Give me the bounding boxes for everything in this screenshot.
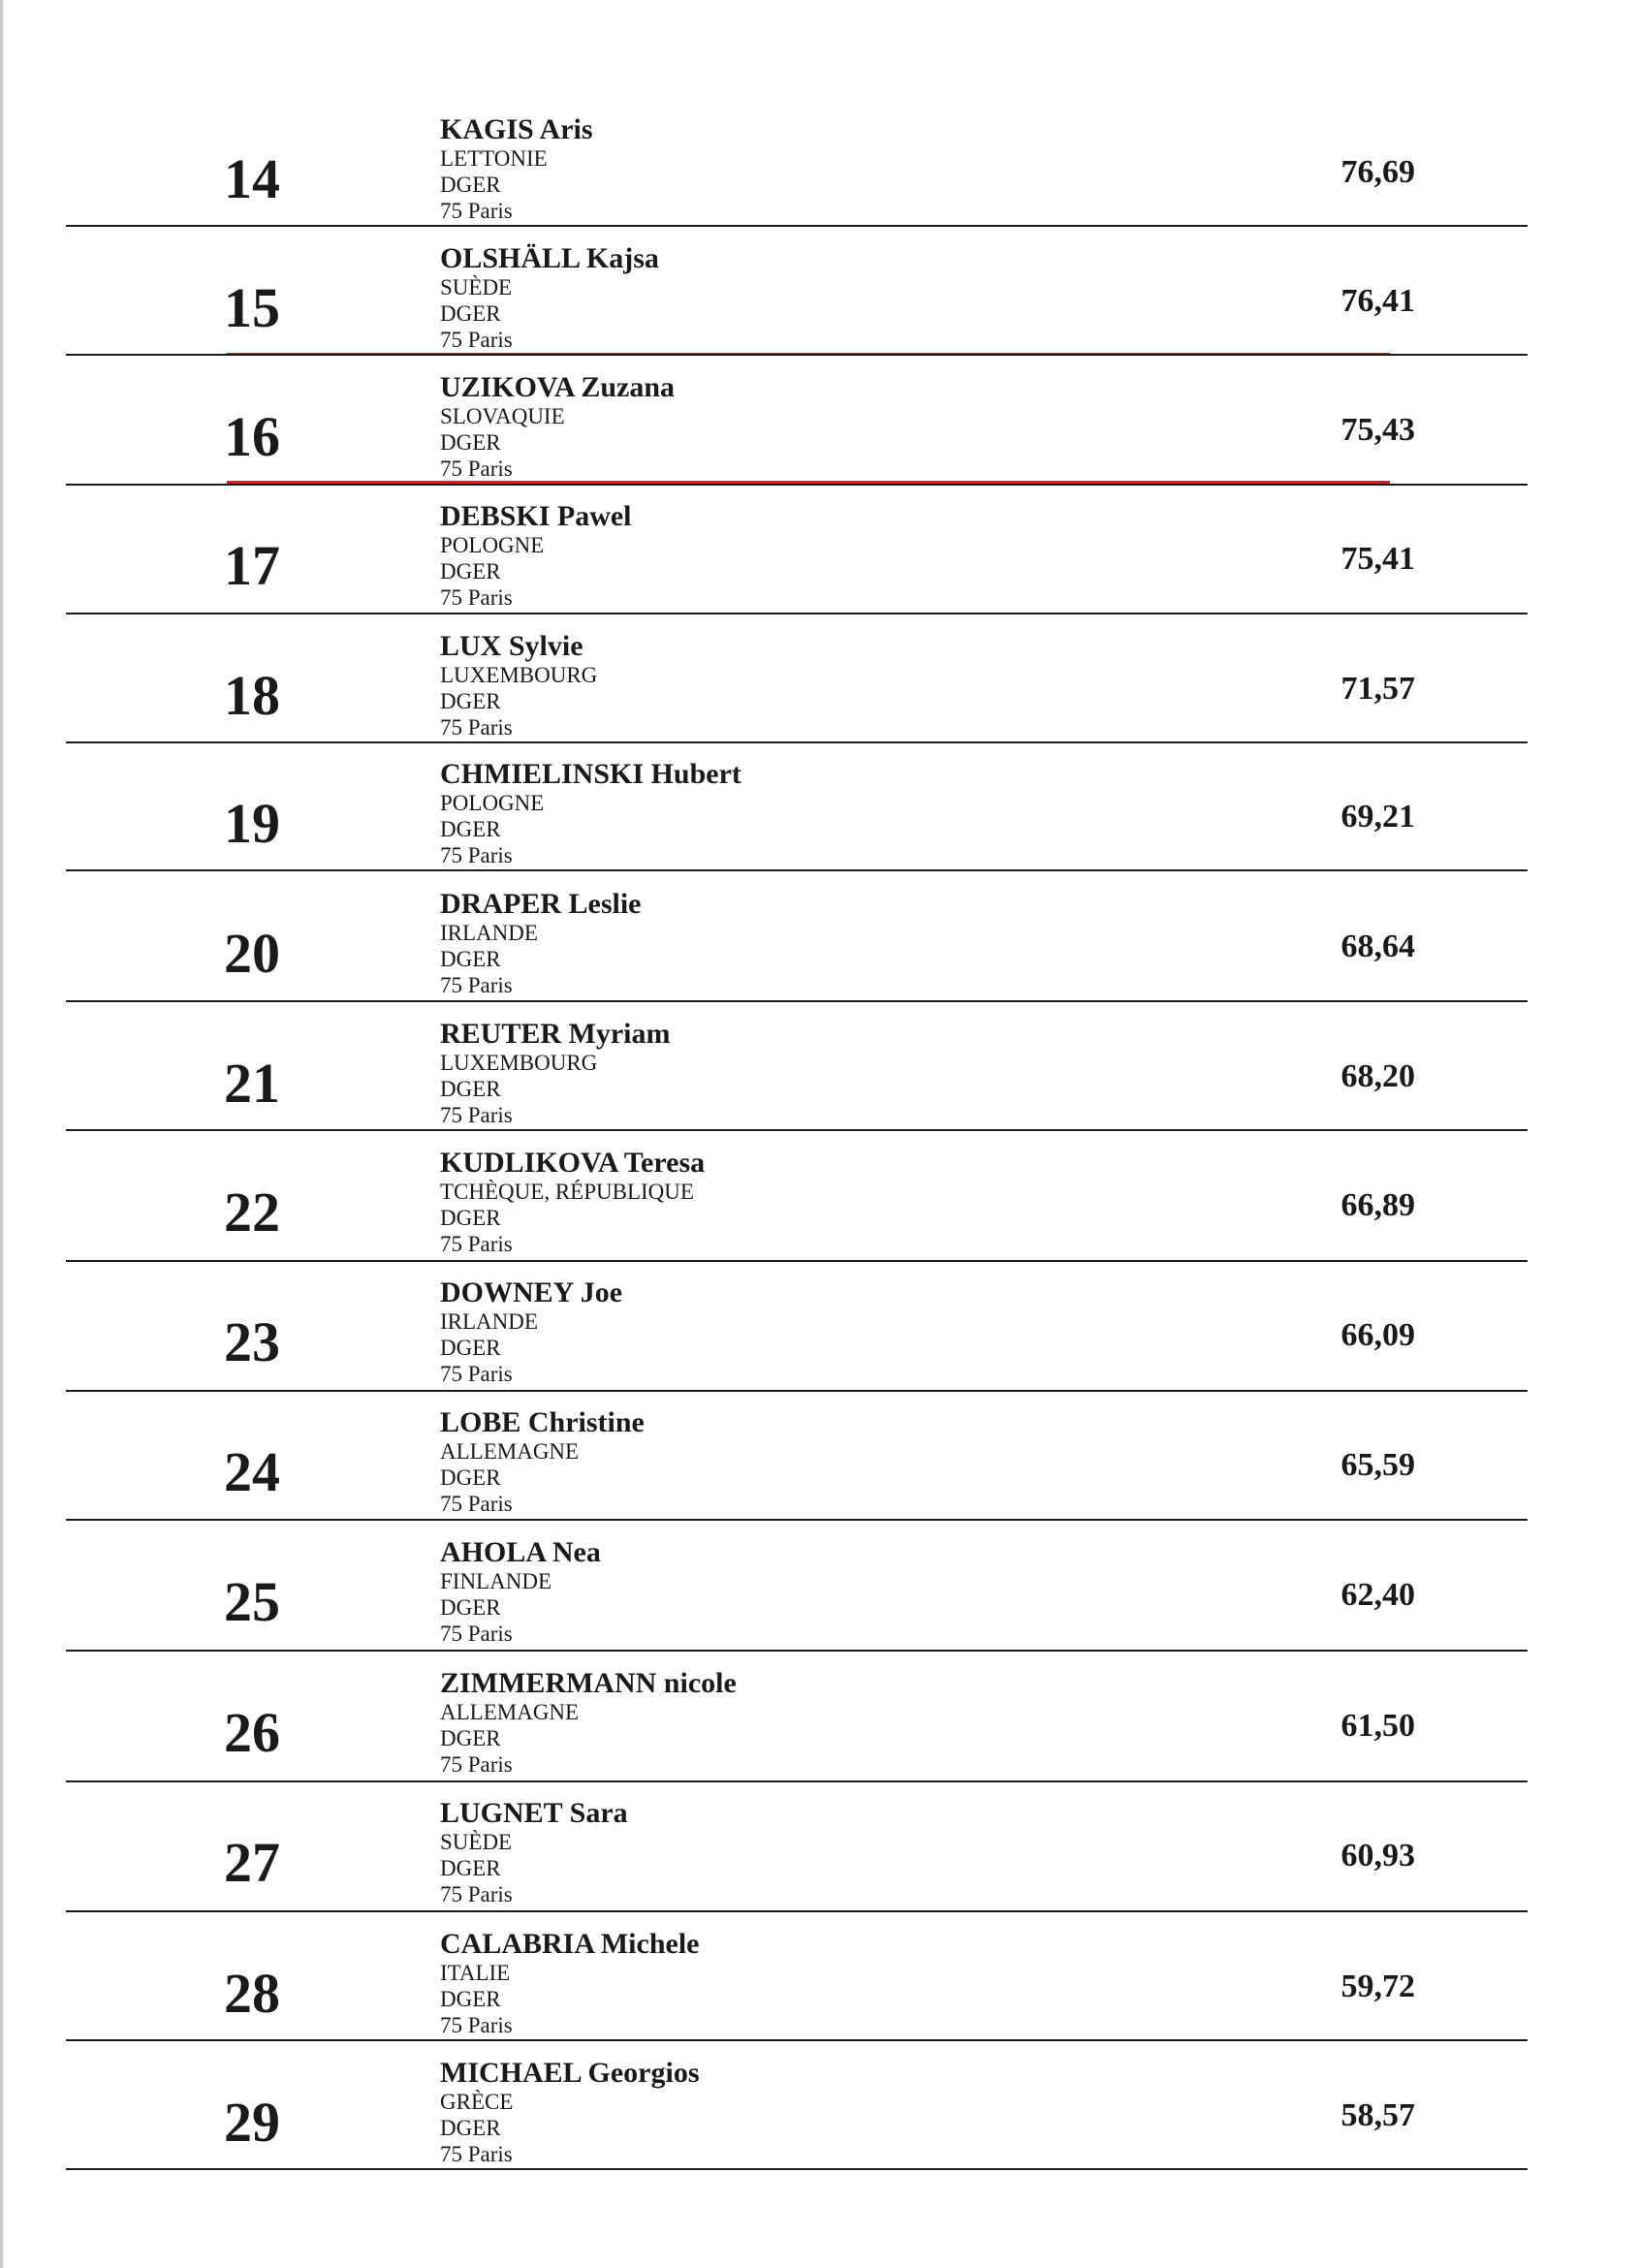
result-row — [0, 501, 1639, 631]
row-divider — [66, 1390, 1528, 1392]
entrant-country: ALLEMAGNE — [440, 1700, 580, 1724]
entrant-city: 75 Paris — [440, 1492, 513, 1516]
entrant-name: DRAPER Leslie — [440, 888, 642, 920]
entrant-block — [440, 372, 1119, 482]
entrant-country: IRLANDE — [440, 921, 538, 945]
score-value: 58,57 — [1340, 2097, 1415, 2133]
rank-number: 17 — [224, 534, 280, 597]
entrant-name: DEBSKI Pawel — [440, 500, 632, 532]
entrant-org: DGER — [440, 947, 501, 971]
entrant-city: 75 Paris — [440, 585, 513, 610]
entrant-city: 75 Paris — [440, 973, 513, 997]
entrant-block — [440, 1407, 1119, 1517]
result-row — [0, 1537, 1639, 1667]
entrant-name: LUGNET Sara — [440, 1797, 628, 1829]
entrant-block — [440, 1148, 1119, 1257]
rank-number: 18 — [224, 664, 280, 727]
entrant-name: ZIMMERMANN nicole — [440, 1667, 737, 1699]
row-divider — [66, 1129, 1528, 1131]
entrant-country: FINLANDE — [440, 1569, 552, 1593]
entrant-name: UZIKOVA Zuzana — [440, 371, 676, 403]
score-value: 65,59 — [1340, 1447, 1415, 1483]
row-divider — [66, 2168, 1528, 2170]
entrant-block — [440, 243, 1119, 353]
score-value: 69,21 — [1340, 799, 1415, 835]
row-divider — [66, 2039, 1528, 2041]
score-value: 71,57 — [1340, 671, 1415, 707]
entrant-name: OLSHÄLL Kajsa — [440, 242, 659, 274]
entrant-name: DOWNEY Joe — [440, 1276, 623, 1308]
entrant-country: LETTONIE — [440, 146, 548, 171]
entrant-city: 75 Paris — [440, 2142, 513, 2166]
entrant-block — [440, 759, 1119, 868]
entrant-org: DGER — [440, 173, 501, 197]
row-divider — [66, 225, 1528, 227]
rank-number: 15 — [224, 276, 280, 339]
entrant-org: DGER — [440, 1077, 501, 1101]
result-row — [0, 1148, 1639, 1277]
row-divider — [66, 1000, 1528, 1002]
entrant-org: DGER — [440, 1726, 501, 1750]
entrant-city: 75 Paris — [440, 1362, 513, 1386]
entrant-org: DGER — [440, 301, 501, 326]
entrant-name: LUX Sylvie — [440, 630, 583, 662]
row-divider — [66, 484, 1528, 486]
rank-number: 29 — [224, 2091, 280, 2154]
score-value: 75,43 — [1340, 412, 1415, 448]
entrant-block — [440, 2058, 1119, 2167]
rank-number: 24 — [224, 1440, 280, 1503]
entrant-block — [440, 114, 1119, 224]
entrant-name: KUDLIKOVA Teresa — [440, 1147, 706, 1179]
rank-number: 20 — [224, 922, 280, 985]
entrant-block — [440, 1929, 1119, 2038]
entrant-org: DGER — [440, 1856, 501, 1880]
score-value: 76,69 — [1340, 154, 1415, 190]
entrant-city: 75 Paris — [440, 843, 513, 867]
entrant-city: 75 Paris — [440, 1622, 513, 1646]
score-value: 60,93 — [1340, 1838, 1415, 1874]
entrant-org: DGER — [440, 430, 501, 455]
entrant-city: 75 Paris — [440, 715, 513, 740]
entrant-name: MICHAEL Georgios — [440, 2057, 700, 2089]
entrant-city: 75 Paris — [440, 1103, 513, 1127]
rank-number: 22 — [224, 1181, 280, 1244]
score-value: 76,41 — [1340, 283, 1415, 319]
score-value: 68,64 — [1340, 929, 1415, 964]
entrant-country: IRLANDE — [440, 1309, 538, 1334]
result-row — [0, 889, 1639, 1019]
entrant-org: DGER — [440, 1465, 501, 1490]
entrant-country: ITALIE — [440, 1961, 511, 1985]
score-value: 66,89 — [1340, 1187, 1415, 1223]
entrant-block — [440, 1537, 1119, 1647]
score-value: 61,50 — [1340, 1708, 1415, 1744]
entrant-country: POLOGNE — [440, 533, 545, 557]
entrant-block — [440, 631, 1119, 740]
rank-number: 25 — [224, 1570, 280, 1633]
rank-number: 21 — [224, 1052, 280, 1115]
result-row — [0, 1277, 1639, 1407]
row-divider — [66, 613, 1528, 614]
entrant-block — [440, 1798, 1119, 1907]
entrant-name: AHOLA Nea — [440, 1536, 601, 1568]
entrant-city: 75 Paris — [440, 1232, 513, 1256]
entrant-country: SUÈDE — [440, 1830, 513, 1854]
entrant-city: 75 Paris — [440, 199, 513, 223]
entrant-block — [440, 889, 1119, 998]
entrant-block — [440, 1019, 1119, 1128]
score-value: 62,40 — [1340, 1577, 1415, 1613]
result-row — [0, 1668, 1639, 1798]
entrant-name: KAGIS Aris — [440, 113, 593, 145]
entrant-org: DGER — [440, 1336, 501, 1360]
entrant-city: 75 Paris — [440, 1882, 513, 1906]
entrant-org: DGER — [440, 1595, 501, 1620]
score-value: 66,09 — [1340, 1317, 1415, 1353]
entrant-name: LOBE Christine — [440, 1406, 645, 1438]
entrant-org: DGER — [440, 689, 501, 713]
entrant-block — [440, 501, 1119, 611]
entrant-org: DGER — [440, 817, 501, 841]
result-row — [0, 1407, 1639, 1537]
entrant-country: SUÈDE — [440, 275, 513, 299]
score-value: 59,72 — [1340, 1969, 1415, 2004]
row-divider — [66, 869, 1528, 871]
entrant-city: 75 Paris — [440, 328, 513, 352]
result-row — [0, 1798, 1639, 1928]
rank-number: 19 — [224, 792, 280, 855]
rank-number: 26 — [224, 1701, 280, 1764]
entrant-block — [440, 1277, 1119, 1387]
entrant-country: GRÈCE — [440, 2090, 514, 2114]
entrant-city: 75 Paris — [440, 457, 513, 481]
entrant-block — [440, 1668, 1119, 1778]
rank-number: 27 — [224, 1831, 280, 1894]
score-value: 75,41 — [1340, 541, 1415, 577]
row-divider — [66, 1780, 1528, 1782]
rank-number: 28 — [224, 1962, 280, 2025]
entrant-org: DGER — [440, 559, 501, 583]
entrant-country: LUXEMBOURG — [440, 663, 598, 687]
rank-number: 16 — [224, 405, 280, 468]
entrant-city: 75 Paris — [440, 1752, 513, 1777]
entrant-name: REUTER Myriam — [440, 1018, 671, 1050]
entrant-country: TCHÈQUE, RÉPUBLIQUE — [440, 1180, 694, 1204]
entrant-city: 75 Paris — [440, 2013, 513, 2037]
rank-number: 23 — [224, 1310, 280, 1373]
entrant-country: POLOGNE — [440, 791, 545, 815]
row-divider — [66, 1650, 1528, 1652]
row-divider — [66, 1519, 1528, 1521]
entrant-name: CALABRIA Michele — [440, 1928, 700, 1960]
row-divider — [66, 354, 1528, 356]
row-divider — [66, 1260, 1528, 1262]
row-divider — [66, 1910, 1528, 1912]
rank-number: 14 — [224, 147, 280, 210]
score-value: 68,20 — [1340, 1058, 1415, 1094]
entrant-org: DGER — [440, 1987, 501, 2011]
entrant-country: LUXEMBOURG — [440, 1051, 598, 1075]
entrant-org: DGER — [440, 1206, 501, 1230]
entrant-country: ALLEMAGNE — [440, 1439, 580, 1464]
entrant-name: CHMIELINSKI Hubert — [440, 758, 741, 790]
row-divider — [66, 741, 1528, 743]
entrant-country: SLOVAQUIE — [440, 404, 565, 428]
entrant-org: DGER — [440, 2116, 501, 2140]
